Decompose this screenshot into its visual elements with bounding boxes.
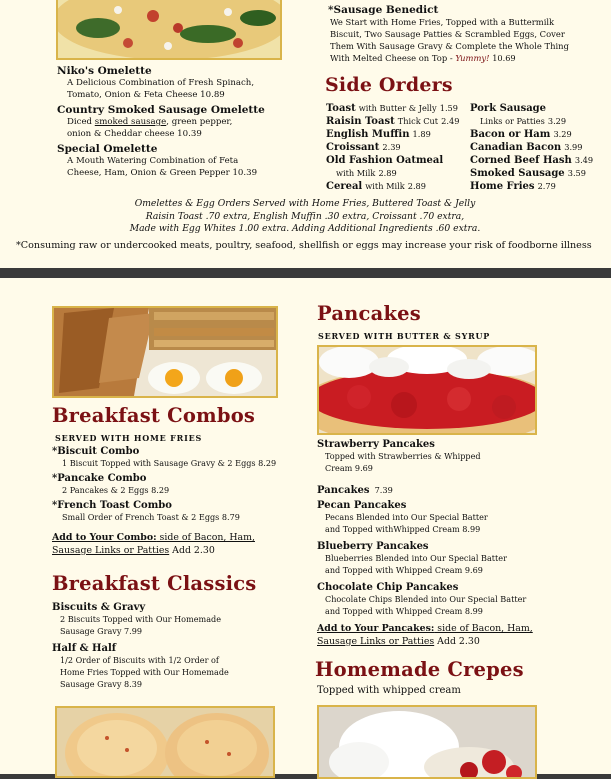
- side-name: Toast: [326, 103, 356, 114]
- combo-item: [52, 446, 302, 469]
- side-detail: with Butter & Jelly: [358, 103, 437, 113]
- desc-line: onion & Cheddar cheese 10.39: [67, 129, 202, 139]
- pancake-name: Pancakes: [317, 485, 370, 496]
- pancake-addon: [317, 622, 597, 648]
- desc-line: and Topped with Whipped Cream 9.69: [325, 565, 483, 575]
- note-line: Raisin Toast .70 extra, English Muffin .30 extra, Croissant .70 extra,: [145, 210, 465, 222]
- classic-desc: [52, 654, 302, 690]
- desc-line: Blueberries Blended into Our Special Batter: [325, 553, 507, 563]
- side-item: [326, 102, 459, 115]
- side-price: 2.39: [382, 142, 401, 152]
- pancake-name: Blueberry Pancakes: [317, 541, 429, 552]
- desc-line: 2 Biscuits Topped with Our Homemade: [60, 614, 221, 624]
- side-price: 3.59: [567, 168, 586, 178]
- menu-page-bottom: [0, 278, 611, 774]
- homemade-crepes-subtitle: Topped with whipped cream: [317, 685, 461, 696]
- homemade-crepes-title: Homemade Crepes: [315, 658, 524, 681]
- addon-text: Sausage Links or Patties: [317, 636, 435, 647]
- side-orders-left: [326, 102, 459, 193]
- omelette-desc: [57, 77, 317, 101]
- classic-desc: [52, 613, 302, 637]
- side-name: Old Fashion Oatmeal: [326, 155, 444, 166]
- sausage-benedict-title: *Sausage Benedict: [328, 4, 439, 16]
- side-name: Smoked Sausage: [470, 168, 565, 179]
- note-line: Omelettes & Egg Orders Served with Home Fries, Buttered Toast & Jelly: [134, 198, 476, 209]
- pancake-name: Pecan Pancakes: [317, 500, 407, 511]
- addon-price: Add 2.30: [434, 636, 480, 647]
- omelette-item: [57, 65, 317, 101]
- desc-text: With Melted Cheese on Top -: [330, 53, 456, 63]
- side-item: [470, 128, 593, 141]
- side-price: 2.79: [537, 181, 556, 191]
- side-price: 3.29: [547, 116, 567, 126]
- side-name: Raisin Toast: [326, 116, 395, 127]
- omelette-name: Special Omelette: [57, 143, 158, 155]
- side-name: Canadian Bacon: [470, 142, 562, 153]
- addon-text: side of Bacon, Ham,: [434, 623, 533, 634]
- combo-item: [52, 473, 302, 496]
- note-line: Made with Egg Whites 1.00 extra. Adding Additional Ingredients .60 extra.: [129, 223, 481, 234]
- classic-name: Half & Half: [52, 643, 117, 654]
- combo-item: [52, 500, 302, 523]
- breakfast-combos-subtitle: SERVED WITH HOME FRIES: [55, 433, 203, 443]
- desc-line: and Topped with Whipped Cream 8.99: [325, 606, 483, 616]
- desc-line: Chocolate Chips Blended into Our Special Batter: [325, 594, 527, 604]
- addon-line: [52, 544, 302, 557]
- side-name: Bacon or Ham: [470, 129, 551, 140]
- pancake-list: [317, 439, 597, 648]
- side-detail: with Milk: [365, 181, 405, 191]
- desc-line: [330, 52, 598, 64]
- sausage-benedict-price: 10.69: [492, 53, 516, 63]
- pancakes-title: Pancakes: [317, 302, 421, 325]
- desc-line: Pecans Blended into Our Special Batter: [325, 512, 488, 522]
- combo-list: [52, 446, 302, 557]
- pancake-name: Chocolate Chip Pancakes: [317, 582, 459, 593]
- desc-line: and Topped withWhipped Cream 8.99: [325, 524, 481, 534]
- side-item: [470, 141, 593, 154]
- addon-line: [52, 531, 302, 544]
- addon-text: Sausage Links or Patties: [52, 545, 170, 556]
- side-price: 1.59: [439, 103, 458, 113]
- side-detail: Links or Patties: [480, 116, 545, 126]
- side-name: English Muffin: [326, 129, 410, 140]
- strawberry-pancakes-photo: [317, 345, 537, 435]
- yummy-text: Yummy!: [455, 53, 490, 63]
- combo-name: *French Toast Combo: [52, 500, 172, 511]
- menu-page-top: [0, 0, 611, 268]
- side-item: [470, 102, 593, 115]
- desc-line: Cream 9.69: [325, 463, 373, 473]
- side-name: Pork Sausage: [470, 103, 547, 114]
- side-price: 2.49: [441, 116, 460, 126]
- classic-name: Biscuits & Gravy: [52, 602, 146, 613]
- desc-line: Tomato, Onion & Feta Cheese 10.89: [67, 90, 225, 100]
- desc-line: We Start with Home Fries, Topped with a Buttermilk: [330, 17, 555, 27]
- side-item: [470, 154, 593, 167]
- side-price: 3.49: [574, 155, 594, 165]
- side-detail: Thick Cut: [397, 116, 439, 126]
- side-name: Croissant: [326, 142, 380, 153]
- side-name: Home Fries: [470, 181, 535, 192]
- classics-list: [52, 602, 302, 690]
- pancake-item: [317, 439, 597, 474]
- side-price: 1.89: [412, 129, 431, 139]
- omelette-item: [57, 143, 317, 179]
- combo-desc: 1 Biscuit Topped with Sausage Gravy & 2 Eggs 8.29: [62, 458, 277, 468]
- desc-line: A Mouth Watering Combination of Feta: [67, 156, 239, 166]
- side-orders-right: [470, 102, 593, 193]
- omelette-name: Country Smoked Sausage Omelette: [57, 104, 265, 116]
- french-toast-photo: [52, 306, 278, 398]
- side-item: [326, 167, 459, 180]
- pancake-item: [317, 500, 597, 535]
- side-item: [326, 180, 459, 193]
- omelette-item: [57, 104, 317, 140]
- omelette-list: [57, 65, 317, 179]
- classic-item: [52, 643, 302, 690]
- desc-line: Sausage Gravy 8.39: [60, 679, 143, 689]
- classic-item: [52, 602, 302, 637]
- sausage-benedict-desc: [328, 16, 598, 64]
- side-item: [326, 154, 459, 167]
- desc-line: Biscuit, Two Sausage Patties & Scrambled Eggs, Cover: [330, 29, 565, 39]
- side-item: [326, 141, 459, 154]
- side-item: [326, 128, 459, 141]
- side-price: 2.89: [407, 181, 426, 191]
- addon-line: [317, 635, 597, 648]
- desc-line: Sausage Gravy 7.99: [60, 626, 143, 636]
- pancake-price: 7.39: [374, 485, 393, 495]
- pancake-desc: [317, 593, 597, 617]
- omelette-photo: [56, 0, 282, 60]
- omelette-desc: [57, 155, 317, 179]
- pancake-item: [317, 541, 597, 576]
- pancake-desc: [317, 450, 597, 474]
- addon-price: Add 2.30: [169, 545, 215, 556]
- desc-line: Cheese, Ham, Onion & Green Pepper 10.39: [67, 168, 258, 178]
- egg-orders-note: [40, 198, 570, 236]
- pancake-desc: [317, 511, 597, 535]
- side-detail: with Milk: [336, 168, 376, 178]
- side-item: [470, 167, 593, 180]
- side-price: 3.29: [553, 129, 572, 139]
- side-item: [326, 115, 459, 128]
- foodborne-warning: *Consuming raw or undercooked meats, poultry, seafood, shellfish or eggs may increase your risk of foodborne illness: [16, 240, 592, 251]
- pancake-name: Strawberry Pancakes: [317, 439, 435, 450]
- desc-line: Home Fries Topped with Our Homemade: [60, 667, 229, 677]
- breakfast-combos-title: Breakfast Combos: [52, 404, 256, 427]
- side-orders-title: Side Orders: [325, 74, 453, 96]
- desc-line: Topped with Strawberries & Whipped: [325, 451, 481, 461]
- combo-desc: 2 Pancakes & 2 Eggs 8.29: [62, 485, 170, 495]
- desc-line: 1/2 Order of Biscuits with 1/2 Order of: [60, 655, 219, 665]
- combo-name: *Biscuit Combo: [52, 446, 140, 457]
- combo-desc: Small Order of French Toast & 2 Eggs 8.79: [62, 512, 240, 522]
- desc-line: Diced smoked sausage, green pepper,: [67, 117, 233, 127]
- sausage-benedict-item: [328, 4, 598, 64]
- pancake-item: [317, 478, 597, 497]
- addon-text: side of Bacon, Ham,: [156, 532, 255, 543]
- combo-addon: [52, 531, 302, 557]
- side-item: [470, 115, 593, 128]
- addon-label: Add to Your Pancakes:: [317, 623, 435, 634]
- pancake-desc: [317, 552, 597, 576]
- desc-line: A Delicious Combination of Fresh Spinach,: [67, 78, 255, 88]
- desc-line: Them With Sausage Gravy & Complete the Whole Thing: [330, 41, 569, 51]
- benedict-photo: [55, 706, 275, 778]
- side-item: [470, 180, 593, 193]
- addon-label: Add to Your Combo:: [52, 532, 157, 543]
- omelette-desc: [57, 116, 317, 140]
- omelette-name: Niko's Omelette: [57, 65, 152, 77]
- side-price: 3.99: [564, 142, 583, 152]
- side-name: Corned Beef Hash: [470, 155, 572, 166]
- addon-line: [317, 622, 597, 635]
- pancakes-subtitle: SERVED WITH BUTTER & SYRUP: [318, 331, 491, 341]
- combo-name: *Pancake Combo: [52, 473, 147, 484]
- pancake-item: [317, 582, 597, 617]
- side-name: Cereal: [326, 181, 363, 192]
- side-price: 2.89: [378, 168, 397, 178]
- breakfast-classics-title: Breakfast Classics: [52, 572, 257, 595]
- crepes-photo: [317, 705, 537, 779]
